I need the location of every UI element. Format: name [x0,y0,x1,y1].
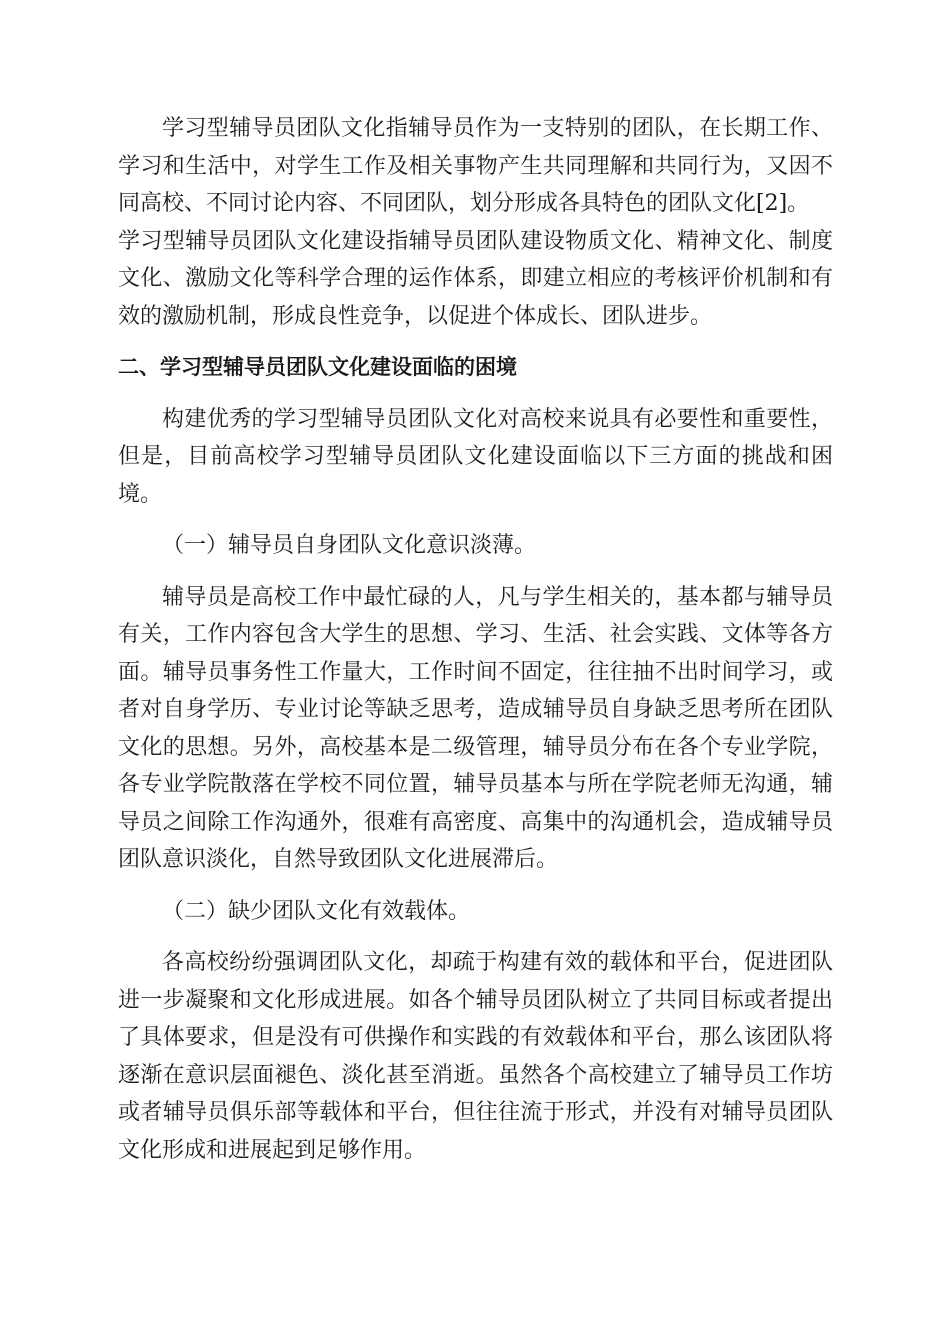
paragraph-lack-of-carrier: 各高校纷纷强调团队文化，却疏于构建有效的载体和平台，促进团队进一步凝聚和文化形成进展。如各个辅导员团队树立了共同目标或者提出了具体要求，但是没有可供操作和实践的有效载体和平台，那么该团队将逐渐在意识层面褪色、淡化甚至消逝。虽然各个高校建立了辅导员工作坊或者辅导员俱乐部等载体和平台，但往往流于形式，并没有对辅导员团队文化形成和进展起到足够作用。 [118,950,833,1163]
subheading-awareness-weak: （一）辅导员自身团队文化意识淡薄。 [162,533,537,558]
paragraph-difficulties-intro: 构建优秀的学习型辅导员团队文化对高校来说具有必要性和重要性，但是，目前高校学习型辅导员团队文化建设面临以下三方面的挑战和困境。 [118,406,833,507]
subheading-lack-of-carrier: （二）缺少团队文化有效载体。 [162,898,471,924]
paragraph-team-culture-construction: 学习型辅导员团队文化建设指辅导员团队建设物质文化、精神文化、制度文化、激励文化等科学合理的运作体系，即建立相应的考核评价机制和有效的激励机制，形成良性竞争，以促进个体成长、团队进步。 [118,228,833,329]
paragraph-team-culture-definition: 学习型辅导员团队文化指辅导员作为一支特别的团队，在长期工作、学习和生活中，对学生工作及相关事物产生共同理解和共同行为，又因不同高校、不同讨论内容、不同团队，划分形成各具特色的团队文化[2]。 [118,116,833,216]
paragraph-awareness-weak: 辅导员是高校工作中最忙碌的人，凡与学生相关的，基本都与辅导员有关，工作内容包含大学生的思想、学习、生活、社会实践、文体等各方面。辅导员事务性工作量大，工作时间不固定，往往抽不出时间学习，或者对自身学历、专业讨论等缺乏思考，造成辅导员自身缺乏思考所在团队文化的思想。另外，高校基本是二级管理，辅导员分布在各个专业学院，各专业学院散落在学校不同位置，辅导员基本与所在学院老师无沟通，辅导员之间除工作沟通外，很难有高密度、高集中的沟通机会，造成辅导员团队意识淡化，自然导致团队文化进展滞后。 [118,584,833,872]
document-body [118,110,833,1169]
section-heading-difficulties: 二、学习型辅导员团队文化建设面临的困境 [118,355,517,379]
